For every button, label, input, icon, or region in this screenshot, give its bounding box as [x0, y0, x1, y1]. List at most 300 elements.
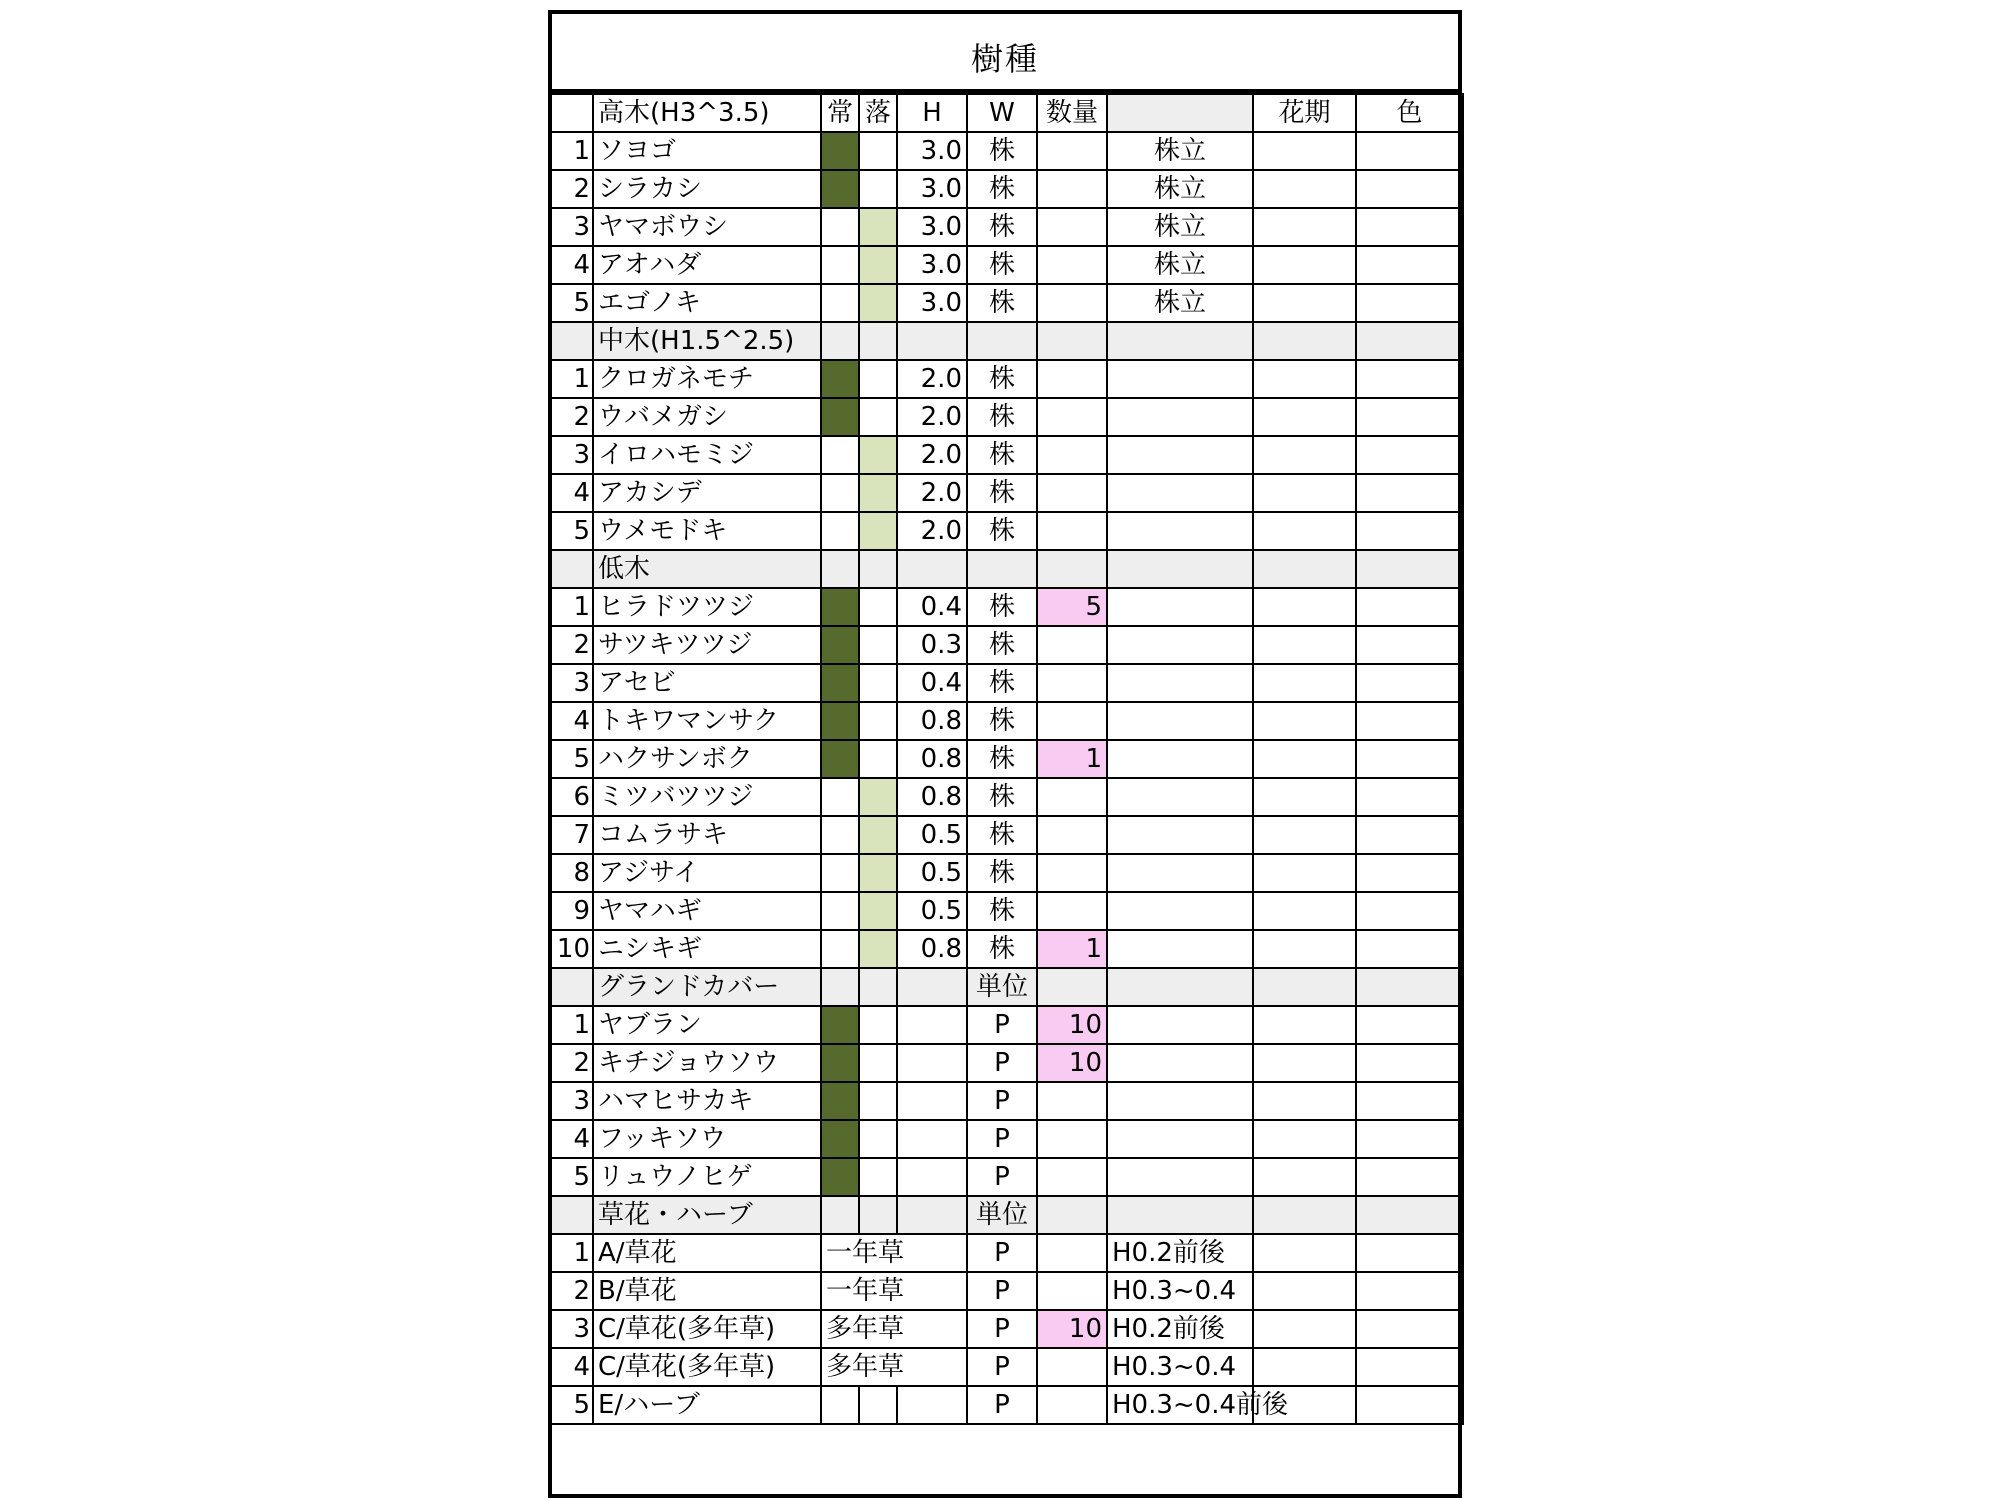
plant-color	[1356, 588, 1463, 626]
plant-unit: P	[967, 1082, 1037, 1120]
plant-color	[1356, 1234, 1463, 1272]
plant-unit: P	[967, 1386, 1037, 1424]
plant-note	[1107, 588, 1253, 626]
plant-height	[897, 1386, 967, 1424]
plant-unit: 株	[967, 512, 1037, 550]
plant-note	[1107, 1120, 1253, 1158]
plant-color	[1356, 1120, 1463, 1158]
header-no	[549, 94, 593, 132]
plant-quantity	[1037, 1082, 1107, 1120]
plant-note	[1107, 398, 1253, 436]
row-number: 2	[549, 398, 593, 436]
row-number: 3	[549, 1082, 593, 1120]
plant-height: 0.5	[897, 892, 967, 930]
plant-note	[1107, 816, 1253, 854]
plant-note	[1107, 1044, 1253, 1082]
plant-color	[1356, 170, 1463, 208]
row-number: 4	[549, 1120, 593, 1158]
plant-height: 3.0	[897, 208, 967, 246]
row-number: 3	[549, 664, 593, 702]
plant-color	[1356, 626, 1463, 664]
plant-quantity	[1037, 778, 1107, 816]
section-deciduous	[859, 322, 897, 360]
plant-flowering	[1253, 1348, 1356, 1386]
plant-note	[1107, 626, 1253, 664]
section-header-row	[549, 322, 1463, 360]
table-row	[549, 1386, 1463, 1424]
row-number: 5	[549, 284, 593, 322]
section-flowering	[1253, 550, 1356, 588]
sheet-title: 樹種	[970, 40, 1039, 78]
section-quantity	[1037, 322, 1107, 360]
row-number: 5	[549, 512, 593, 550]
deciduous-marker	[859, 1044, 897, 1082]
plant-height: 0.8	[897, 930, 967, 968]
table-row	[549, 664, 1463, 702]
plant-color	[1356, 1272, 1463, 1310]
plant-note	[1107, 778, 1253, 816]
plant-category: 多年草	[821, 1348, 967, 1386]
row-number: 1	[549, 588, 593, 626]
plant-height: 0.4	[897, 664, 967, 702]
plant-unit: P	[967, 1272, 1037, 1310]
evergreen-marker	[821, 588, 859, 626]
plant-flowering	[1253, 132, 1356, 170]
outer-border-bottom	[548, 1494, 1462, 1498]
plant-flowering	[1253, 1082, 1356, 1120]
outer-border-left	[548, 10, 552, 1498]
section-no	[549, 968, 593, 1006]
plant-height	[897, 1006, 967, 1044]
plant-quantity	[1037, 246, 1107, 284]
plant-note: 株立	[1107, 170, 1253, 208]
table-row	[549, 284, 1463, 322]
evergreen-marker	[821, 1082, 859, 1120]
row-number: 4	[549, 702, 593, 740]
plant-unit: 株	[967, 436, 1037, 474]
plant-flowering	[1253, 816, 1356, 854]
plant-quantity	[1037, 132, 1107, 170]
deciduous-marker	[859, 1006, 897, 1044]
plant-quantity: 10	[1037, 1310, 1107, 1348]
plant-height: 0.3	[897, 626, 967, 664]
deciduous-marker	[859, 626, 897, 664]
plant-quantity	[1037, 892, 1107, 930]
deciduous-marker	[859, 1158, 897, 1196]
row-number: 2	[549, 1044, 593, 1082]
plant-quantity	[1037, 398, 1107, 436]
deciduous-marker	[859, 588, 897, 626]
evergreen-marker	[821, 512, 859, 550]
plant-height: 2.0	[897, 436, 967, 474]
header-deciduous: 落	[859, 94, 897, 132]
plant-quantity: 5	[1037, 588, 1107, 626]
plant-unit: 株	[967, 702, 1037, 740]
plant-color	[1356, 664, 1463, 702]
section-title: 中木(H1.5^2.5)	[593, 322, 821, 360]
plant-note: H0.3~0.4	[1107, 1272, 1253, 1310]
plant-name: A/草花	[593, 1234, 821, 1272]
plant-flowering	[1253, 360, 1356, 398]
plant-height: 0.8	[897, 778, 967, 816]
plant-height: 0.8	[897, 702, 967, 740]
plant-height	[897, 1082, 967, 1120]
plant-color	[1356, 740, 1463, 778]
plant-name: ハクサンボク	[593, 740, 821, 778]
evergreen-marker	[821, 778, 859, 816]
plant-name: B/草花	[593, 1272, 821, 1310]
section-header-row	[549, 968, 1463, 1006]
plant-height: 2.0	[897, 474, 967, 512]
table-row	[549, 816, 1463, 854]
plant-color	[1356, 398, 1463, 436]
plant-quantity: 10	[1037, 1006, 1107, 1044]
plant-quantity	[1037, 854, 1107, 892]
plant-flowering	[1253, 854, 1356, 892]
plant-unit: 株	[967, 664, 1037, 702]
table-row	[549, 398, 1463, 436]
plant-note	[1107, 1158, 1253, 1196]
plant-unit: 株	[967, 474, 1037, 512]
deciduous-marker	[859, 398, 897, 436]
section-evergreen	[821, 322, 859, 360]
deciduous-marker	[859, 208, 897, 246]
title-box	[548, 10, 1462, 93]
section-unit	[967, 322, 1037, 360]
plant-color	[1356, 1006, 1463, 1044]
deciduous-marker	[859, 1082, 897, 1120]
plant-height: 2.0	[897, 398, 967, 436]
section-quantity	[1037, 1196, 1107, 1234]
table-row	[549, 1044, 1463, 1082]
table-row	[549, 1272, 1463, 1310]
plant-unit: P	[967, 1310, 1037, 1348]
plant-color	[1356, 1386, 1463, 1424]
plant-name: E/ハーブ	[593, 1386, 821, 1424]
plant-note: 株立	[1107, 132, 1253, 170]
plant-name: ヤマボウシ	[593, 208, 821, 246]
section-color	[1356, 550, 1463, 588]
plant-flowering	[1253, 512, 1356, 550]
plant-flowering	[1253, 664, 1356, 702]
header-flowering: 花期	[1253, 94, 1356, 132]
section-quantity	[1037, 968, 1107, 1006]
plant-note: 株立	[1107, 208, 1253, 246]
plant-quantity	[1037, 1158, 1107, 1196]
plant-unit: 株	[967, 626, 1037, 664]
plant-name: アオハダ	[593, 246, 821, 284]
header-evergreen: 常	[821, 94, 859, 132]
plant-name: ミツバツツジ	[593, 778, 821, 816]
row-number: 3	[549, 436, 593, 474]
table-row	[549, 854, 1463, 892]
header-height: H	[897, 94, 967, 132]
plant-category: 一年草	[821, 1234, 967, 1272]
evergreen-marker	[821, 170, 859, 208]
plant-note	[1107, 740, 1253, 778]
plant-height: 0.5	[897, 816, 967, 854]
outer-border-right	[1458, 10, 1462, 1498]
deciduous-marker	[859, 816, 897, 854]
plant-flowering	[1253, 740, 1356, 778]
section-note	[1107, 322, 1253, 360]
deciduous-marker	[859, 170, 897, 208]
section-note	[1107, 550, 1253, 588]
plant-note: H0.2前後	[1107, 1234, 1253, 1272]
section-color	[1356, 968, 1463, 1006]
table-row	[549, 208, 1463, 246]
plant-name: C/草花(多年草)	[593, 1348, 821, 1386]
plant-flowering	[1253, 702, 1356, 740]
plant-quantity	[1037, 512, 1107, 550]
plant-name: シラカシ	[593, 170, 821, 208]
plant-note	[1107, 892, 1253, 930]
evergreen-marker	[821, 854, 859, 892]
plant-color	[1356, 930, 1463, 968]
deciduous-marker	[859, 702, 897, 740]
plant-note	[1107, 474, 1253, 512]
section-flowering	[1253, 1196, 1356, 1234]
plant-flowering	[1253, 208, 1356, 246]
plant-name: ヒラドツツジ	[593, 588, 821, 626]
section-unit	[967, 550, 1037, 588]
plant-note: H0.2前後	[1107, 1310, 1253, 1348]
plant-flowering	[1253, 778, 1356, 816]
table-row	[549, 1158, 1463, 1196]
evergreen-marker	[821, 1386, 859, 1424]
table-row	[549, 474, 1463, 512]
plant-name: クロガネモチ	[593, 360, 821, 398]
plant-flowering	[1253, 170, 1356, 208]
section-note	[1107, 968, 1253, 1006]
table-row	[549, 246, 1463, 284]
section-evergreen	[821, 1196, 859, 1234]
plant-table	[548, 93, 1464, 1425]
plant-quantity	[1037, 1234, 1107, 1272]
plant-name: トキワマンサク	[593, 702, 821, 740]
plant-flowering	[1253, 1006, 1356, 1044]
evergreen-marker	[821, 1044, 859, 1082]
section-evergreen	[821, 968, 859, 1006]
row-number: 9	[549, 892, 593, 930]
plant-color	[1356, 854, 1463, 892]
evergreen-marker	[821, 360, 859, 398]
plant-flowering	[1253, 1310, 1356, 1348]
deciduous-marker	[859, 740, 897, 778]
plant-flowering	[1253, 892, 1356, 930]
table-row	[549, 1082, 1463, 1120]
plant-unit: P	[967, 1006, 1037, 1044]
evergreen-marker	[821, 208, 859, 246]
deciduous-marker	[859, 778, 897, 816]
evergreen-marker	[821, 398, 859, 436]
header-row	[549, 94, 1463, 132]
section-no	[549, 550, 593, 588]
section-quantity	[1037, 550, 1107, 588]
table-row	[549, 1310, 1463, 1348]
table-row	[549, 588, 1463, 626]
deciduous-marker	[859, 360, 897, 398]
row-number: 1	[549, 1234, 593, 1272]
plant-quantity	[1037, 436, 1107, 474]
table-row	[549, 512, 1463, 550]
section-height	[897, 968, 967, 1006]
plant-unit: 株	[967, 284, 1037, 322]
table-row	[549, 930, 1463, 968]
section-color	[1356, 1196, 1463, 1234]
plant-unit: P	[967, 1234, 1037, 1272]
section-header-row	[549, 1196, 1463, 1234]
row-number: 2	[549, 170, 593, 208]
plant-note	[1107, 702, 1253, 740]
plant-unit: P	[967, 1120, 1037, 1158]
header-quantity: 数量	[1037, 94, 1107, 132]
plant-color	[1356, 132, 1463, 170]
plant-name: C/草花(多年草)	[593, 1310, 821, 1348]
row-number: 1	[549, 132, 593, 170]
section-deciduous	[859, 550, 897, 588]
plant-quantity	[1037, 360, 1107, 398]
plant-name: コムラサキ	[593, 816, 821, 854]
plant-name: フッキソウ	[593, 1120, 821, 1158]
plant-height	[897, 1158, 967, 1196]
evergreen-marker	[821, 436, 859, 474]
section-header-row	[549, 550, 1463, 588]
plant-name: ハマヒサカキ	[593, 1082, 821, 1120]
table-row	[549, 702, 1463, 740]
header-color: 色	[1356, 94, 1463, 132]
plant-color	[1356, 474, 1463, 512]
row-number: 4	[549, 1348, 593, 1386]
plant-note	[1107, 930, 1253, 968]
deciduous-marker	[859, 474, 897, 512]
evergreen-marker	[821, 892, 859, 930]
table-row	[549, 436, 1463, 474]
table-row	[549, 170, 1463, 208]
plant-list-sheet	[548, 10, 1462, 1425]
section-color	[1356, 322, 1463, 360]
plant-color	[1356, 284, 1463, 322]
plant-color	[1356, 1158, 1463, 1196]
evergreen-marker	[821, 626, 859, 664]
plant-color	[1356, 1348, 1463, 1386]
row-number: 5	[549, 740, 593, 778]
evergreen-marker	[821, 284, 859, 322]
plant-color	[1356, 892, 1463, 930]
evergreen-marker	[821, 1158, 859, 1196]
plant-height: 0.8	[897, 740, 967, 778]
deciduous-marker	[859, 132, 897, 170]
plant-quantity: 1	[1037, 930, 1107, 968]
plant-note	[1107, 854, 1253, 892]
section-unit: 単位	[967, 1196, 1037, 1234]
deciduous-marker	[859, 930, 897, 968]
plant-flowering	[1253, 1272, 1356, 1310]
plant-unit: 株	[967, 398, 1037, 436]
plant-color	[1356, 778, 1463, 816]
plant-flowering	[1253, 1120, 1356, 1158]
plant-color	[1356, 436, 1463, 474]
table-row	[549, 1006, 1463, 1044]
plant-color	[1356, 1082, 1463, 1120]
section-no	[549, 322, 593, 360]
plant-flowering	[1253, 588, 1356, 626]
deciduous-marker	[859, 436, 897, 474]
plant-note	[1107, 664, 1253, 702]
table-row	[549, 360, 1463, 398]
plant-height: 3.0	[897, 284, 967, 322]
section-height	[897, 322, 967, 360]
plant-note: H0.3~0.4前後	[1107, 1386, 1253, 1424]
table-row	[549, 132, 1463, 170]
plant-unit: 株	[967, 816, 1037, 854]
plant-name: アジサイ	[593, 854, 821, 892]
deciduous-marker	[859, 246, 897, 284]
plant-quantity	[1037, 816, 1107, 854]
deciduous-marker	[859, 854, 897, 892]
deciduous-marker	[859, 664, 897, 702]
plant-quantity: 10	[1037, 1044, 1107, 1082]
plant-name: ニシキギ	[593, 930, 821, 968]
row-number: 1	[549, 360, 593, 398]
plant-note: 株立	[1107, 284, 1253, 322]
section-evergreen	[821, 550, 859, 588]
plant-height: 3.0	[897, 170, 967, 208]
header-width: W	[967, 94, 1037, 132]
plant-unit: 株	[967, 132, 1037, 170]
plant-unit: P	[967, 1348, 1037, 1386]
plant-color	[1356, 208, 1463, 246]
plant-flowering	[1253, 398, 1356, 436]
table-row	[549, 1348, 1463, 1386]
row-number: 4	[549, 246, 593, 284]
header-name: 高木(H3^3.5)	[593, 94, 821, 132]
section-no	[549, 1196, 593, 1234]
plant-height: 0.5	[897, 854, 967, 892]
header-note	[1107, 94, 1253, 132]
plant-unit: P	[967, 1044, 1037, 1082]
section-height	[897, 1196, 967, 1234]
plant-name: ヤマハギ	[593, 892, 821, 930]
plant-quantity	[1037, 1120, 1107, 1158]
deciduous-marker	[859, 1386, 897, 1424]
plant-name: アセビ	[593, 664, 821, 702]
row-number: 2	[549, 626, 593, 664]
plant-quantity	[1037, 1348, 1107, 1386]
plant-unit: 株	[967, 892, 1037, 930]
plant-unit: P	[967, 1158, 1037, 1196]
table-row	[549, 892, 1463, 930]
plant-height: 0.4	[897, 588, 967, 626]
plant-note	[1107, 1082, 1253, 1120]
table-row	[549, 626, 1463, 664]
plant-note	[1107, 436, 1253, 474]
plant-name: ウメモドキ	[593, 512, 821, 550]
plant-unit: 株	[967, 854, 1037, 892]
plant-height: 3.0	[897, 246, 967, 284]
deciduous-marker	[859, 892, 897, 930]
plant-height: 2.0	[897, 360, 967, 398]
evergreen-marker	[821, 246, 859, 284]
plant-name: キチジョウソウ	[593, 1044, 821, 1082]
plant-unit: 株	[967, 930, 1037, 968]
plant-quantity	[1037, 1386, 1107, 1424]
row-number: 3	[549, 1310, 593, 1348]
evergreen-marker	[821, 474, 859, 512]
plant-name: アカシデ	[593, 474, 821, 512]
plant-name: ソヨゴ	[593, 132, 821, 170]
plant-quantity	[1037, 170, 1107, 208]
